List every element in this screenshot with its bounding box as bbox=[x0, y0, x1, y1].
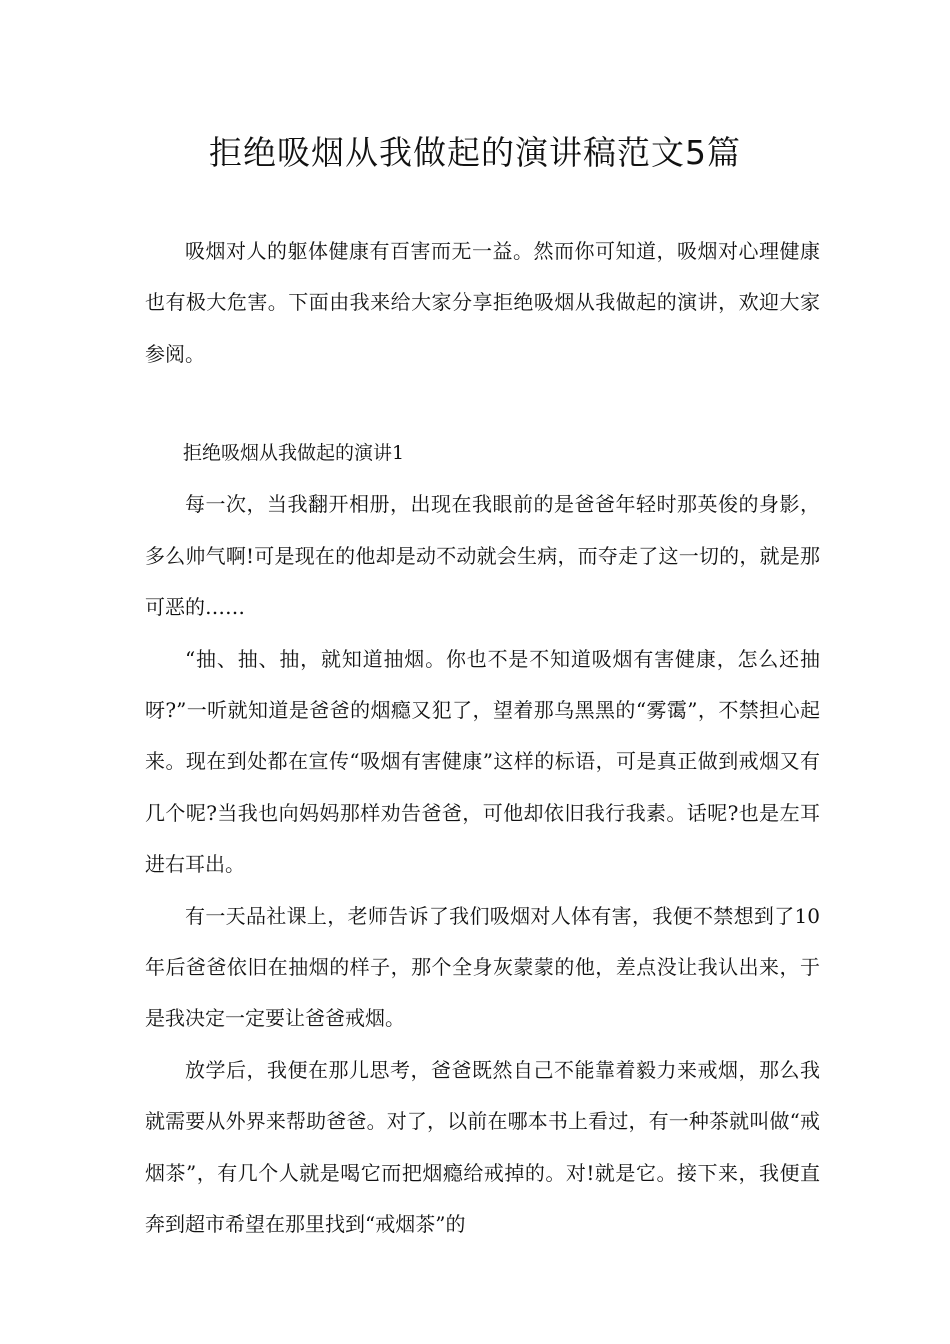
body-paragraph: 放学后，我便在那儿思考，爸爸既然自己不能靠着毅力来戒烟，那么我就需要从外界来帮助爸爸。对了，以前在哪本书上看过，有一种茶就叫做“戒烟茶”，有几个人就是喝它而把烟瘾给戒掉的。对!就是它。接下来，我便直奔到超市希望在那里找到“戒烟茶”的 bbox=[145, 1057, 820, 1237]
intro-paragraph: 吸烟对人的躯体健康有百害而无一益。然而你可知道，吸烟对心理健康也有极大危害。下面由我来给大家分享拒绝吸烟从我做起的演讲，欢迎大家参阅。 bbox=[145, 239, 820, 366]
body-paragraph: 每一次，当我翻开相册，出现在我眼前的是爸爸年轻时那英俊的身影，多么帅气啊!可是现在的他却是动不动就会生病，而夺走了这一切的，就是那可恶的…… bbox=[145, 492, 820, 620]
speech-section bbox=[145, 428, 820, 1251]
body-paragraph: “抽、抽、抽，就知道抽烟。你也不是不知道吸烟有害健康，怎么还抽呀?”一听就知道是爸爸的烟瘾又犯了，望着那乌黑黑的“雾霭”，不禁担心起来。现在到处都在宣传“吸烟有害健康”这样的标语，可是真正做到戒烟又有几个呢?当我也向妈妈那样劝告爸爸，可他却依旧我行我素。话呢?也是左耳进右耳出。 bbox=[145, 646, 820, 877]
body-paragraph: 有一天品社课上，老师告诉了我们吸烟对人体有害，我便不禁想到了10年后爸爸依旧在抽烟的样子，那个全身灰蒙蒙的他，差点没让我认出来，于是我决定一定要让爸爸戒烟。 bbox=[145, 903, 820, 1031]
intro-block bbox=[145, 226, 820, 380]
document-title: 拒绝吸烟从我做起的演讲稿范文5篇 bbox=[209, 133, 741, 172]
section-heading: 拒绝吸烟从我做起的演讲1 bbox=[183, 442, 405, 464]
